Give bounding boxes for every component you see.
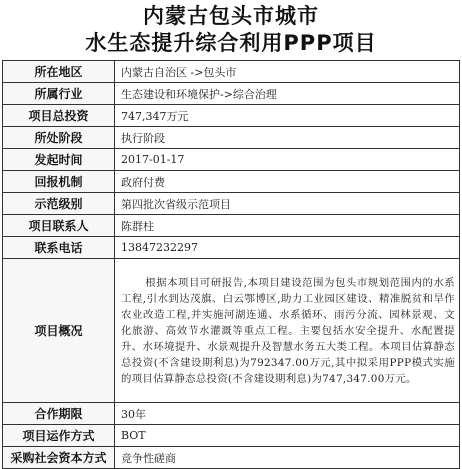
- row-demo-level: [3, 193, 460, 215]
- label-stage: 所处阶段: [3, 127, 115, 149]
- value-stage: 执行阶段: [115, 127, 460, 149]
- row-initiation-date: [3, 149, 460, 171]
- project-info-table: [2, 60, 460, 469]
- label-demo-level: 示范级别: [3, 193, 115, 215]
- value-contact-phone: 13847232297: [115, 237, 460, 259]
- value-contact-person: 陈群柱: [115, 215, 460, 237]
- value-initiation-date: 2017-01-17: [115, 149, 460, 171]
- label-industry: 所属行业: [3, 83, 115, 105]
- row-contact-person: [3, 215, 460, 237]
- label-operation-mode: 项目运作方式: [3, 425, 115, 447]
- label-return-mechanism: 回报机制: [3, 171, 115, 193]
- row-stage: [3, 127, 460, 149]
- row-contact-phone: [3, 237, 460, 259]
- label-overview: 项目概况: [3, 259, 115, 403]
- value-operation-mode: BOT: [115, 425, 460, 447]
- label-contact-person: 项目联系人: [3, 215, 115, 237]
- row-industry: [3, 83, 460, 105]
- value-cooperation-period: 30年: [115, 403, 460, 425]
- label-region: 所在地区: [3, 61, 115, 83]
- row-total-investment: [3, 105, 460, 127]
- row-overview: [3, 259, 460, 403]
- value-demo-level: 第四批次省级示范项目: [115, 193, 460, 215]
- value-procurement-method: 竞争性磋商: [115, 447, 460, 469]
- label-procurement-method: 采购社会资本方式: [3, 447, 115, 469]
- label-contact-phone: 联系电话: [3, 237, 115, 259]
- row-operation-mode: [3, 425, 460, 447]
- row-procurement-method: [3, 447, 460, 469]
- value-industry: 生态建设和环境保护->综合治理: [115, 83, 460, 105]
- row-cooperation-period: [3, 403, 460, 425]
- label-cooperation-period: 合作期限: [3, 403, 115, 425]
- value-total-investment: 747,347万元: [115, 105, 460, 127]
- label-initiation-date: 发起时间: [3, 149, 115, 171]
- title-line-1: 内蒙古包头市城市: [143, 4, 319, 28]
- title-line-2: 水生态提升综合利用PPP项目: [85, 31, 377, 55]
- row-return-mechanism: [3, 171, 460, 193]
- value-return-mechanism: 政府付费: [115, 171, 460, 193]
- row-region: [3, 61, 460, 83]
- label-total-investment: 项目总投资: [3, 105, 115, 127]
- value-overview: [115, 259, 460, 403]
- value-region: 内蒙古自治区 ->包头市: [115, 61, 460, 83]
- overview-text: 根据本项目可研报告,本项目建设范围为包头市规划范围内的水系工程,引水到达茂旗、白云鄂博区,助力工业园区建设、精准脱贫和旱作农业改造工程,并实施河湖连通、水系循环、雨污分流、园林景观、文化旅游、高效节水灌溉等重点工程。主要包括水安全提升、水配置提升、水环境提升、水景观提升及智慧水务五大类工程。本项目估算静态总投资(不含建设期利息)为792347.00万元,其中拟采用PPP模式实施的项目估算静态总投资(不含建设期利息)为747,347.00万元。: [121, 276, 455, 385]
- document-title: [0, 0, 462, 60]
